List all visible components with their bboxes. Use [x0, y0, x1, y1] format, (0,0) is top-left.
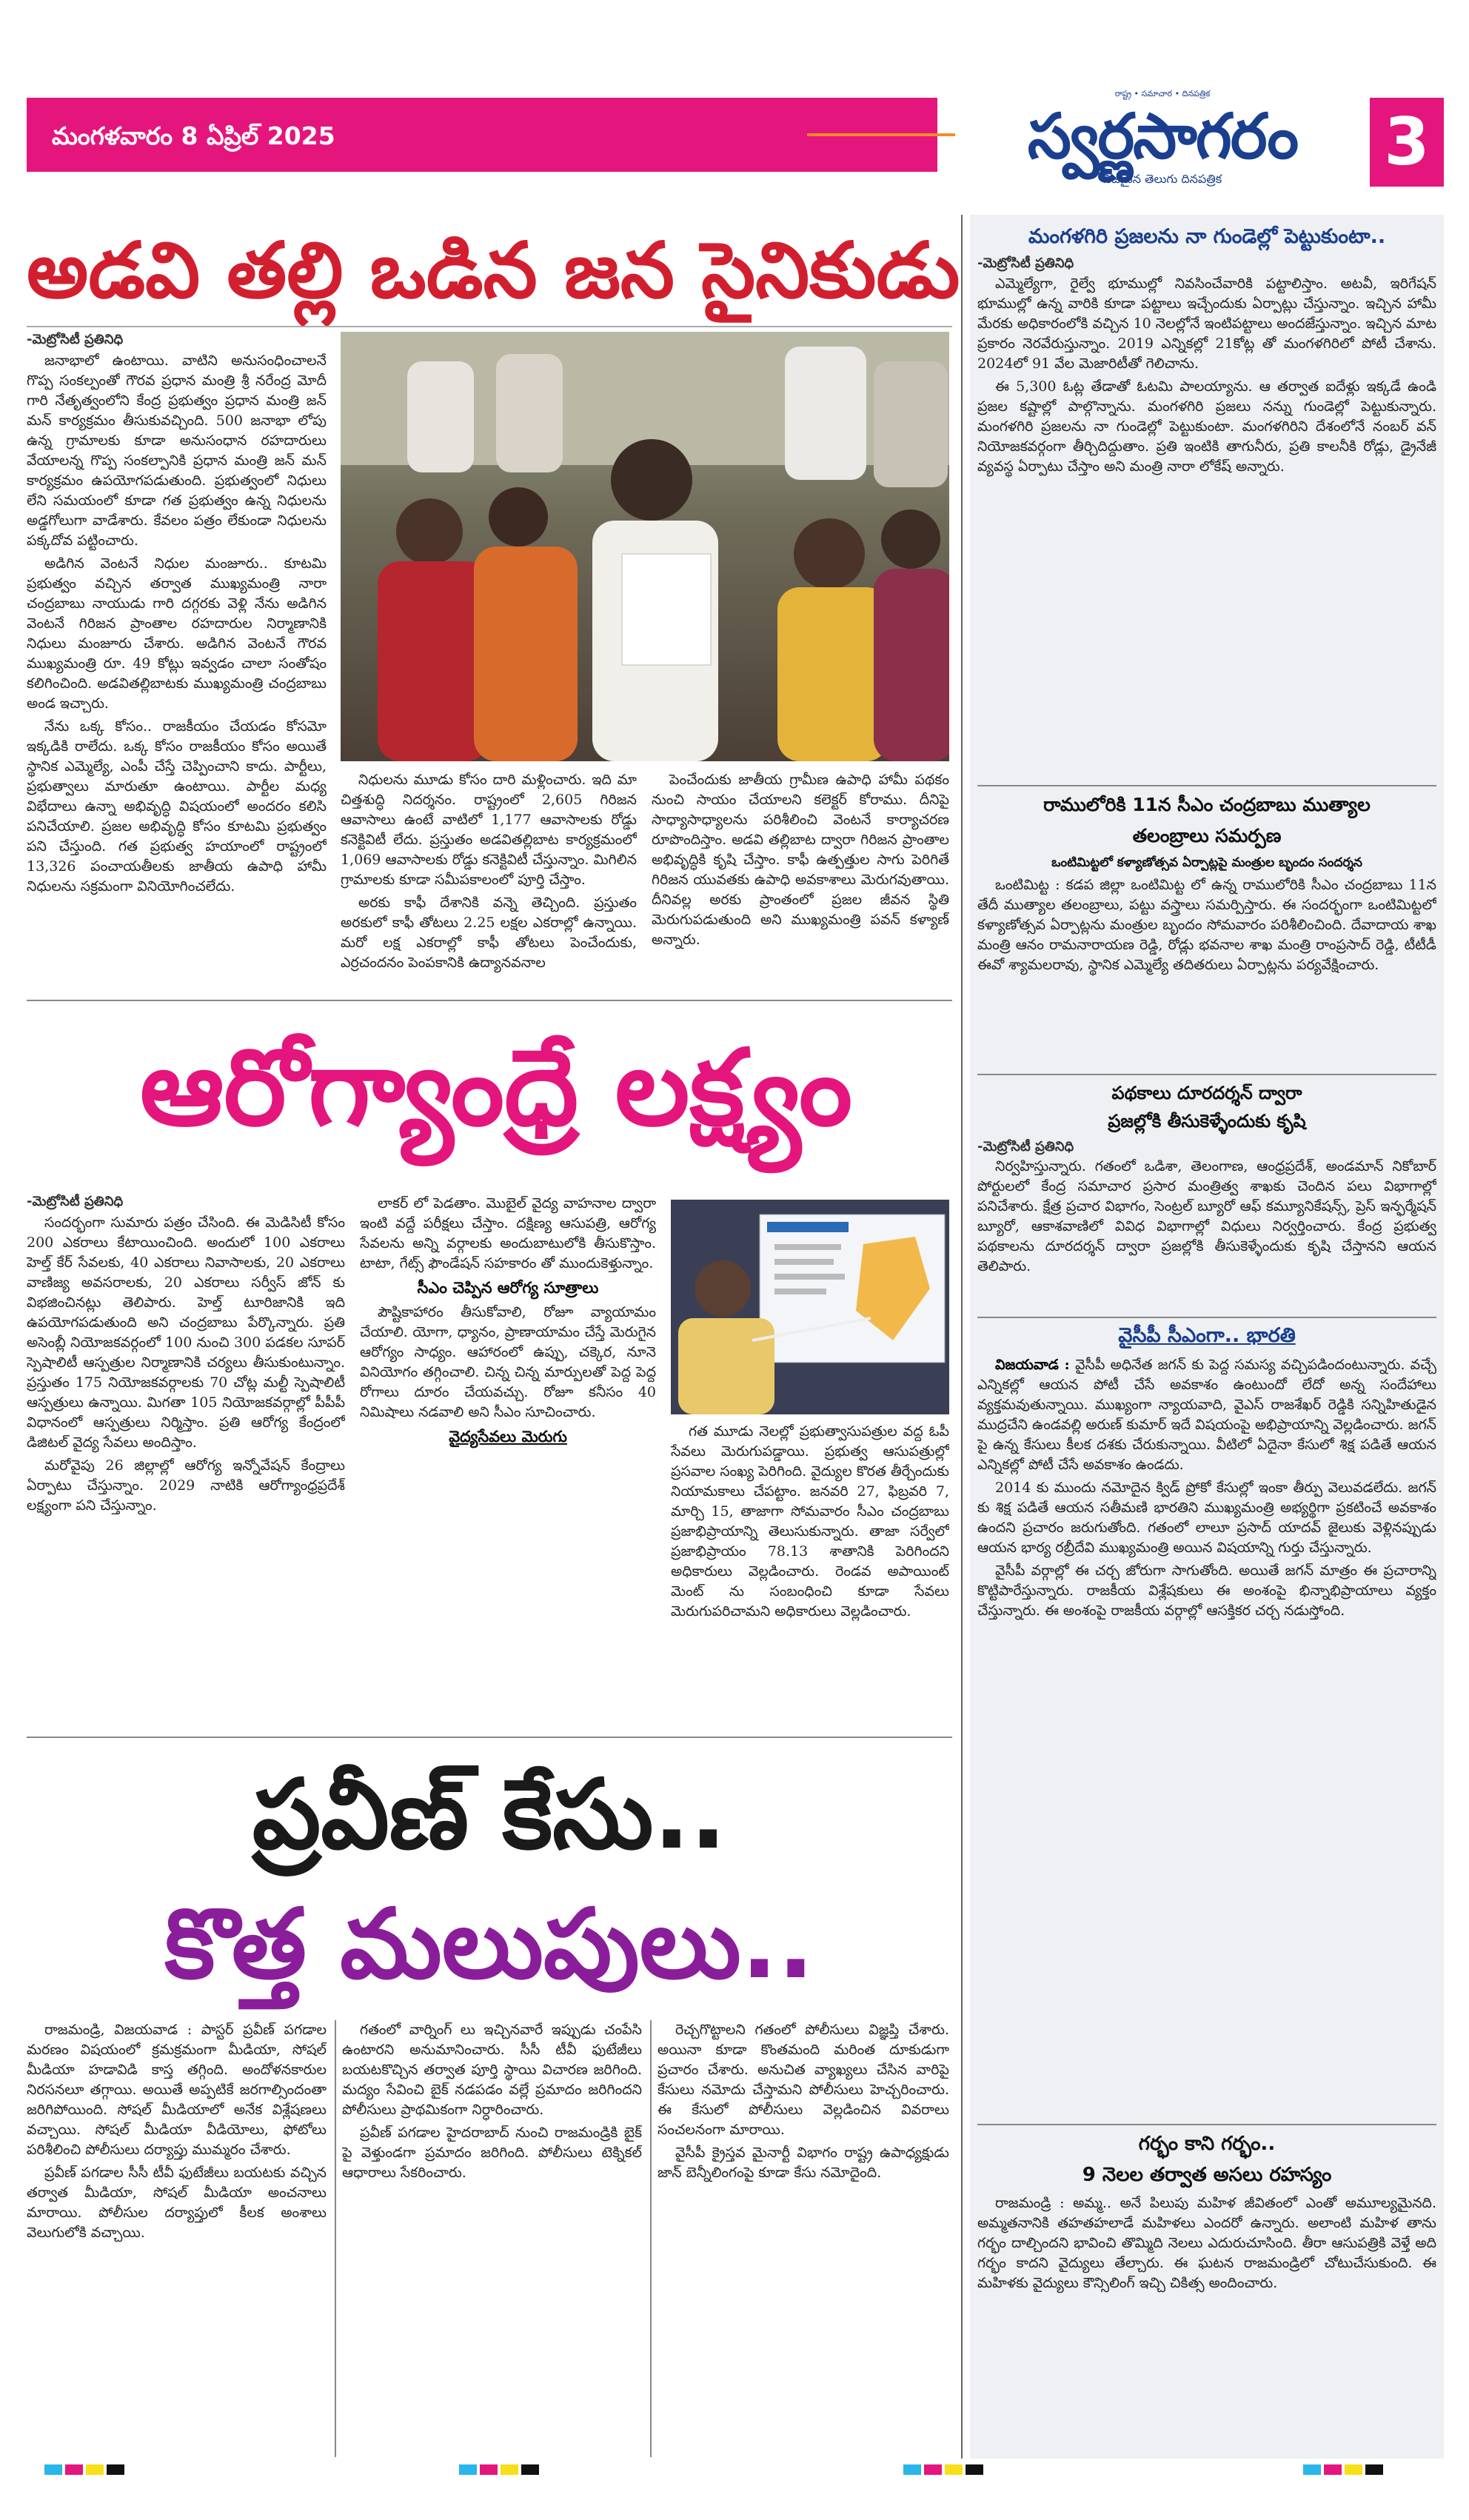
reg-far-yellow: [1345, 2464, 1362, 2475]
forest-top-rule: [27, 326, 952, 327]
reg-mid-yellow: [501, 2464, 518, 2475]
forest-col1-p3: నేను ఒక్క కోసం.. రాజకీయం చేయడం కోసమో ఇక్కడికి రాలేదు. ఒక్క కోసం రాజకీయం కోసం అయితే స్థానిక ఎమ్మెల్యే, ఎంపీ చేస్తే చెప్పించాని కాదు. పార్టీలు, ప్రభుత్వాలు మారుతూ ఉంటాయి. పార్టీల మధ్య విభేదాలు ఉన్నా అభివృద్ధి విషయంలో అందరం కలిసి పనిచేయాలి. ప్రజల అభివృద్ధి కోసం కూటమి ప్రభుత్వం పని చేస్తుంది. గత ప్రభుత్వ హయాంలో రాష్ట్రంలో 13,326 పంచాయతీలకు జాతీయ ఉపాధి హామీ నిధులను సక్రమంగా వినియోగించలేదు.: [27, 718, 327, 895]
mangalagiri-body: [977, 274, 1436, 778]
health-col2-p1: లాకర్ లో పెడతాం. మొబైల్ వైద్య వాహనాల ద్వారా ఇంటి వద్దే పరీక్షలు చేస్తాం. దక్షిణ్య ఆసుపత్రి, ఆరోగ్య సేవలను అన్ని వర్గాలకు అందుబాటులోకి తీసుకొస్తాం. టాటా, గేట్స్ ఫౌండేషన్ సహకారం తో ముందుకెళ్తున్నాం.: [360, 1195, 656, 1271]
praveen-col3-p1: రెచ్చగొట్టాలని గతంలో పోలీసులు విజ్ఞప్తి చేశారు. అయినా కూడా కొంతమంది మరింత దూకుడుగా ప్రచారం చేశారు. అనుచిత వ్యాఖ్యలు చేసిన వారిపై కేసులు నమోదు చేస్తామని పోలీసులు హెచ్చరించారు. ఈ కేసులో పోలీసులు వెల్లడించిన వివరాలు సంచలనంగా మారాయి.: [657, 2022, 949, 2138]
praveen-col2: [342, 2020, 642, 2457]
date-text: మంగళవారం 8 ఏప్రిల్ 2025: [52, 121, 335, 150]
health-photo: [671, 1200, 949, 1414]
health-byline: -మెట్రోసిటీ ప్రతినిధి: [27, 1194, 124, 1209]
ycp-headline: వైసీపీ సీఎంగా.. భారతి: [1118, 1324, 1296, 1347]
doordarshan-byline: -మెట్రోసిటీ ప్రతినిధి: [977, 1139, 1074, 1154]
health-col2-subhead2: వైద్యసేవలు మెరుగు: [449, 1428, 567, 1446]
masthead: [963, 89, 1362, 193]
health-col3: [671, 1422, 949, 1731]
forest-col1-p1: జనాభాలో ఉంటాయి. వాటిని అనుసంధించాలనే గొప్ప సంకల్పంతో గౌరవ ప్రధాన మంత్రి శ్రీ నరేంద్ర మోదీ గారి నేతృత్వంలోని కేంద్ర ప్రభుత్వం ప్రధాన మంత్రి జన్ మన్ కార్యక్రమం తీసుకువచ్చింది. 500 జనాభా లోపు ఉన్న గ్రామాలకు కూడా అనుసంధాన రహదారులు వేయాలన్న గొప్ప సంకల్పానికి ప్రధాన మంత్రి జన్ మన్ కార్యక్రమం ఉపయోగపడుతుంది. ప్రభుత్వంలో నిధులు లేని సమయంలో కూడా గత ప్రభుత్వం ఉన్న నిధులను అడ్డగోలుగా వాడేశారు. కేవలం పత్రం లేకుండా నిధులను పక్కదోవ పట్టించారు.: [27, 352, 327, 549]
praveen-headline-line2: కొత్త మలుపులు..: [164, 1888, 814, 2000]
forest-photo: [341, 332, 949, 761]
ycp-body: [977, 1355, 1436, 2118]
health-col2: [360, 1194, 656, 1731]
reg-mid-magenta: [480, 2464, 498, 2475]
reg-far-cyan: [1303, 2464, 1321, 2475]
reg-right-magenta: [924, 2464, 942, 2475]
forest-headline: అడవి తల్లి ఒడిన జన సైనికుడు: [27, 225, 960, 315]
reg-mid-cyan: [459, 2464, 477, 2475]
masthead-topline: రాష్ట్ర • సమాచార • దినపత్రిక: [1114, 89, 1211, 98]
health-photo-art: [671, 1200, 949, 1414]
praveen-divider-1: [335, 2020, 336, 2457]
mangalagiri-byline: -మెట్రోసిటీ ప్రతినిధి: [977, 255, 1074, 271]
reg-magenta: [65, 2464, 83, 2475]
rama-p1: ఒంటిమిట్ట : కడప జిల్లా ఒంటిమిట్ట లో ఉన్న రాములోరికి సీఎం చంద్రబాబు 11న తేదీ ముత్యాల తలంబ్రాలు, పట్టు వస్త్రాలు సమర్పిస్తారు. ఈ సందర్భంగా ఒంటిమిట్టలో కళ్యాణోత్సవ ఏర్పాట్లను మంత్రుల బృందం సోమవారం పరిశీలించింది. దేవాదాయ శాఖ మంత్రి ఆనం రామనారాయణ రెడ్డి, రోడ్లు భవనాల శాఖ మంత్రి రాంప్రసాద్ రెడ్డి, టీటీడీ ఈవో శ్యామలరావు, స్థానిక ఎమ్మెల్యే తదితరులు ఏర్పాట్లను పర్యవేక్షించారు.: [977, 877, 1436, 973]
doordarshan-p1: నిర్వహిస్తున్నారు. గతంలో ఒడిశా, తెలంగాణ, ఆంధ్రప్రదేశ్, అండమాన్ నికోబార్ పోర్టులలో కేంద్ర సమాచార ప్రసార మంత్రిత్వ శాఖకు చెందిన పలు విభాగాల్లో పనిచేశారు. క్షేత్ర ప్రచార విభాగం, సెంట్రల్ బ్యూరో ఆఫ్ కమ్యూనికేషన్స్, ప్రెస్ ఇన్ఫర్మేషన్ బ్యూరో, ఆకాశవాణిలో వివిధ విభాగాల్లో విధులు నిర్వర్తించారు. కేంద్ర ప్రభుత్వ పథకాలను దూరదర్శన్ ద్వారా ప్రజల్లోకి తీసుకెళ్ళేందుకు కృషి చేస్తానని ఆయన తెలిపారు.: [977, 1158, 1436, 1274]
garbham-body: [977, 2193, 1436, 2453]
reg-black: [107, 2464, 124, 2475]
ycp-p1: [977, 1355, 1436, 1475]
doordarshan-body: [977, 1157, 1436, 1312]
rama-subhead: తలంబ్రాలు సమర్పణ: [1132, 825, 1282, 846]
health-col2-p2: పౌష్టికాహారం తీసుకోవాలి, రోజూ వ్యాయామం చేయాలి. యోగా, ధ్యానం, ప్రాణాయామం చేస్తే మెరుగైన ఆరోగ్యం సాధ్యం. ఆహారంలో ఉప్పు, చక్కెర, నూనె వినియోగం తగ్గించాలి. చిన్న చిన్న మార్పులతో పెద్ద పెద్ద రోగాలు దూరం చేయవచ్చు. రోజూ కనీసం 40 నిమిషాలు నడవాలి అని సీఎం సూచించారు.: [360, 1304, 656, 1420]
praveen-col1-p1: రాజమండ్రి, విజయవాడ : పాస్టర్ ప్రవీణ్ పగడాల మరణం విషయంలో క్రమక్రమంగా మీడియా, సోషల్ మీడియా హడావిడి కాస్త తగ్గింది. అందోళనకారుల నిరసనలూ తగ్గాయి. అయితే అప్పటికే జరగాల్సిందంతా జరిగిపోయింది. సోషల్ మీడియాలో అనేక విశ్లేషణలు వచ్చాయి. సోషల్ మీడియా వీడియోలు, ఫోటోలు పరిశీలించి పోలీసులు దర్యాప్తు ముమ్మరం చేశారు.: [27, 2022, 327, 2158]
health-col3-p1: గత మూడు నెలల్లో ప్రభుత్వాసుపత్రుల వద్ద ఓపీ సేవలు మెరుగుపడ్డాయి. ప్రభుత్వ ఆసుపత్రుల్లో ప్రసవాల సంఖ్య పెరిగింది. వైద్యుల కొరత తీర్చేందుకు నియామకాలు చేపట్టాం. జనవరి 27, ఫిబ్రవరి 7, మార్చి 15, తాజాగా సోమవారం సీఎం చంద్రబాబు ప్రజాభిప్రాయాన్ని తెలుసుకున్నారు. తాజా సర్వేలో ప్రజాభిప్రాయం 78.13 శాతానికి పెరిగిందని అధికారులు వెల్లడించారు. రెండవ అపాయింట్ మెంట్ ను సంబంధించి కూడా సేవలు మెరుగుపరిచామని అధికారులు వెల్లడించారు.: [671, 1423, 949, 1620]
page-number: 3: [1384, 104, 1430, 180]
reg-right-cyan: [903, 2464, 921, 2475]
forest-bottom-rule: [27, 1000, 952, 1001]
doordarshan-headline2: ప్రజల్లోకి తీసుకెళ్ళేందుకు కృషి: [1108, 1111, 1306, 1132]
reg-far-black: [1365, 2464, 1383, 2475]
doordarshan-headline: పథకాలు దూరదర్శన్ ద్వారా: [1111, 1083, 1302, 1103]
praveen-col2-p2: ప్రవీణ్ పగడాల హైదరాబాద్ నుంచి రాజమండ్రికి బైక్ పై వెళ్తుండగా ప్రమాదం జరిగింది. పోలీసులు టెక్నికల్ ఆధారాలు సేకరించారు.: [342, 2125, 642, 2181]
ycp-p3: వైసీపీ వర్గాల్లో ఈ చర్చ జోరుగా సాగుతోంది. అయితే జగన్ మాత్రం ఈ ప్రచారాన్ని కొట్టిపారేస్తున్నారు. రాజకీయ విశ్లేషకులు ఈ అంశంపై భిన్నాభిప్రాయాలు వ్యక్తం చేస్తున్నారు. ఈ అంశంపై రాజకీయ వర్గాల్లో ఆసక్తికర చర్చ నడుస్తోంది.: [977, 1563, 1436, 1619]
forest-col1-p2: అడిగిన వెంటనే నిధుల మంజూరు.. కూటమి ప్రభుత్వం వచ్చిన తర్వాత ముఖ్యమంత్రి నారా చంద్రబాబు నాయుడు గారి దగ్గరకు వెళ్లి నేను అడిగిన వెంటనే గిరిజన ప్రాంతాల రహదారుల నిర్మాణానికి నిధులు మంజూరు చేశారు. అడిగిన వెంటనే గౌరవ ముఖ్యమంత్రి రూ. 49 కోట్లు ఇవ్వడం చాలా సంతోషం కలిగించింది. అడవితల్లిబాటకు ముఖ్యమంత్రి చంద్రబాబు అండ ఇచ్చారు.: [27, 555, 327, 712]
praveen-col1-p2: ప్రవీణ్ పగడాల సీసీ టీవీ ఫుటేజీలు బయటకు వచ్చిన తర్వాత మీడియా, సోషల్ మీడియా అంచనాలు మారాయి. పోలీసుల దర్యాప్తులో కీలక అంశాలు వెలుగులోకి వచ్చాయి.: [27, 2165, 327, 2241]
praveen-headline-line1: ప్రవీణ్ కేసు..: [252, 1758, 727, 1871]
mangalagiri-p2: ఈ 5,300 ఓట్ల తేడాతో ఓటమి పాలయ్యాను. ఆ తర్వాత ఐదేళ్లు ఇక్కడే ఉండి ప్రజల కష్టాల్లో పాల్గొన్నాను. మంగళగిరి ప్రజలు నన్ను గుండెల్లో పెట్టుకున్నారు. మంగళగిరి ప్రజలను నా గుండెల్లో పెట్టుకుంటా. మంగళగిరిని దేశంలోనే నంబర్ వన్ నియోజకవర్గంగా తీర్చిదిద్దుతాం. ప్రతి ఇంటికి తాగునీరు, ప్రతి కాలనీకి రోడ్లు, డ్రైనేజీ వ్యవస్థ ఏర్పాటు చేస్తాం అని మంత్రి నారా లోకేష్ అన్నారు.: [977, 378, 1436, 475]
reg-right-black: [966, 2464, 983, 2475]
header-orange-rule: [807, 133, 955, 136]
masthead-title: స్వర్ణసాగరం: [1027, 100, 1298, 173]
forest-col2-p2: అరకు కాఫీ దేశానికి వన్నె తెచ్చింది. ప్రస్తుతం అరకులో కాఫీ తోటలు 2.25 లక్షల ఎకరాల్లో ఉన్నాయి. మరో లక్ష ఎకరాల్లో కాఫీ తోటలు పెంచేందుకు, ఎర్రచందనం పెంపకానికి ఉద్యానవనాల: [341, 895, 637, 971]
registration-marks-far: [1303, 2464, 1451, 2475]
health-col1: [27, 1213, 345, 1731]
health-col1-p2: మరోవైపు 26 జిల్లాల్లో ఆరోగ్య ఇన్నోవేషన్ కేంద్రాలు ఏర్పాటు చేస్తున్నాం. 2029 నాటికి ఆరోగ్యాంధ్రప్రదేశ్ లక్ష్యంగా పని చేస్తున్నాం.: [27, 1457, 345, 1514]
praveen-col2-p1: గతంలో వార్నింగ్ లు ఇచ్చినవారే ఇప్పుడు చంపేసి ఉంటారని అనుమానించారు. సీసీ టీవీ ఫుటేజీలు బయటకొచ్చిన తర్వాత పూర్తి స్థాయి విచారణ జరిగింది. మద్యం సేవించి బైక్ నడపడం వల్లే ప్రమాదం జరిగిందని పోలీసులు ప్రాథమికంగా నిర్ధారించారు.: [342, 2022, 642, 2118]
forest-col3-p1: పెంచేందుకు జాతీయ గ్రామీణ ఉపాధి హామీ పథకం నుంచి సాయం చేయాలని కలెక్టర్ కోరాము. దీనిపై సాధ్యాసాధ్యాలను పరిశీలించి వెంటనే కార్యాచరణ రూపొందిస్తాం. అడవి తల్లిబాట ద్వారా గిరిజన ప్రాంతాల అభివృద్ధికి కృషి చేస్తాం. కాఫీ ఉత్పత్తుల సాగు పెరిగితే గిరిజన యువతకు ఉపాధి అవకాశాలు మెరుగవుతాయి. దీనివల్ల అరకు ప్రాంతంలో ప్రజల జీవన స్థితి మెరుగుపడుతుంది అని ముఖ్యమంత్రి పవన్ కళ్యాణ్ అన్నారు.: [652, 772, 949, 948]
registration-marks-left: [44, 2464, 193, 2475]
health-col1-p1: సందర్భంగా సుమారు పత్రం చేసింది. ఈ మెడిసిటీ కోసం 200 ఎకరాలు కేటాయించింది. అందులో 100 ఎకరాలు హెల్త్ కేర్ సేవలకు, 40 ఎకరాలు నివాసాలకు, 20 ఎకరాలు వాణిజ్య అవసరాలకు, 20 ఎకరాలు సర్వీస్ జోన్ కు విభజించినట్లు తెలిపారు. హెల్త్ టూరిజానికి ఇది ఉపయోగపడుతుంది అని చంద్రబాబు పేర్కొన్నారు. ప్రతి అసెంబ్లీ నియోజకవర్గంలో 100 నుంచి 300 పడకల సూపర్ స్పెషాలిటీ ఆస్పత్రుల నిర్మాణానికి చర్యలు తీసుకుంటున్నాం. ప్రస్తుతం 175 నియోజకవర్గాలకు 70 చోట్ల మల్టీ స్పెషాలిటీ ఆస్పత్రులు ఉన్నాయి. మిగతా 105 నియోజకవర్గాల్లో పీపీపీ విధానంలో ఆస్పత్రులు నిర్మిస్తాం. ప్రతి ఆరోగ్య కేంద్రంలో డిజిటల్ వైద్య సేవలు అందిస్తాం.: [27, 1214, 345, 1451]
registration-marks-mid: [459, 2464, 607, 2475]
rama-body: [977, 875, 1436, 1068]
mangalagiri-headline: మంగళగిరి ప్రజలను నా గుండెల్లో పెట్టుకుంటా..: [1028, 225, 1386, 248]
reg-far-magenta: [1324, 2464, 1342, 2475]
forest-photo-art: [341, 332, 949, 761]
reg-cyan: [44, 2464, 62, 2475]
masthead-tagline: నిజమైన తెలుగు దినపత్రిక: [1102, 172, 1222, 186]
health-bottom-rule: [27, 1737, 952, 1738]
health-headline: ఆరోగ్యాంధ్రే లక్ష్యం: [139, 1027, 853, 1149]
sidebar-rule-4: [977, 2124, 1436, 2125]
ycp-p2: 2014 కు ముందు నమోదైన క్విడ్ ప్రోకో కేసుల్లో ఇంకా తీర్పు వెలువడలేదు. జగన్ కు శిక్ష పడితే ఆయన సతీమణి భారతిని ముఖ్యమంత్రి అభ్యర్థిగా ప్రకటించే అవకాశం ఉందని ప్రచారం జరుగుతోంది. గతంలో లాలూ ప్రసాద్ యాదవ్ జైలుకు వెళ్లినప్పుడు ఆయన భార్య రబ్రీదేవి ముఖ్యమంత్రి అయిన విషయాన్ని గుర్తు చేస్తున్నారు.: [977, 1480, 1436, 1556]
mangalagiri-p1: ఎమ్మెల్యేగా, రైల్వే భూముల్లో నివసించేవారికి పట్టాలిస్తాం. అటవీ, ఇరిగేషన్ భూముల్లో ఉన్న వారికి కూడా పట్టాలు ఇచ్చేందుకు ఏర్పాట్లు చేస్తున్నాం. ఇచ్చిన హామీ మేరకు అధికారంలోకి వచ్చిన 10 నెలల్లోనే ఇంటిపట్టాలు అందజేస్తున్నాం. ఇచ్చిన మాట ప్రకారం నెరవేరుస్తున్నాం. 2019 ఎన్నికల్లో 21కోట్ల తో మంగళగిరిలో పోటీ చేశాను. 2024లో 91 వేల మెజారిటీతో గెలిచాను.: [977, 275, 1436, 372]
sidebar-rule-3: [977, 1317, 1436, 1318]
reg-yellow: [86, 2464, 104, 2475]
forest-byline: -మెట్రోసిటీ ప్రతినిధి: [27, 332, 124, 347]
sidebar-rule-1: [977, 785, 1436, 786]
forest-col3: [652, 770, 949, 992]
rama-headline: రాములోరికి 11న సీఎం చంద్రబాబు ముత్యాల: [1043, 794, 1371, 815]
page-number-box: [1370, 98, 1444, 187]
registration-marks-right: [903, 2464, 1051, 2475]
garbham-p1: రాజమండ్రి : అమ్మ.. అనే పిలుపు మహిళ జీవితంలో ఎంతో అమూల్యమైనది. అమ్మతనానికి తహతహలాడే మహిళలు ఎందరో ఉన్నారు. అలాంటి మహిళ తాను గర్భం దాల్చిందని భావించి తొమ్మిది నెలలు ఎదురుచూసింది. తీరా ఆసుపత్రికి వెళ్తే అది గర్భం కాదని వైద్యులు తేల్చారు. ఈ ఘటన రాజమండ్రిలో చోటుచేసుకుంది. ఈ మహిళకు వైద్యులు కౌన్సిలింగ్ ఇచ్చి చికిత్స అందించారు.: [977, 2195, 1436, 2291]
sidebar-rule-2: [977, 1074, 1436, 1075]
rama-subsub: ఒంటిమిట్టలో కళ్యాణోత్సవ ఏర్పాట్లపై మంత్రుల బృందం సందర్శన: [1051, 855, 1362, 870]
sidebar-divider: [961, 215, 963, 2459]
praveen-col3: [657, 2020, 949, 2457]
ycp-dateline: విజయవాడ :: [995, 1357, 1070, 1373]
garbham-headline2: 9 నెలల తర్వాత అసలు రహస్యం: [1082, 2164, 1332, 2186]
reg-mid-black: [521, 2464, 539, 2475]
praveen-col1: [27, 2020, 327, 2457]
forest-col1: [27, 351, 327, 995]
forest-col2: [341, 770, 637, 992]
garbham-headline: గర్భం కాని గర్భం..: [1138, 2133, 1276, 2155]
reg-right-yellow: [945, 2464, 963, 2475]
health-col2-subhead: సీఎం చెప్పిన ఆరోగ్య సూత్రాలు: [417, 1279, 599, 1297]
forest-col2-p1: నిధులను మూడు కోసం దారి మళ్లించారు. ఇది మా చిత్తశుద్ధి నిదర్శనం. రాష్ట్రంలో 2,605 గిరిజన ఆవాసాలు ఉంటే వాటిలో 1,177 ఆవాసాలకు రోడ్డు కనెక్టివిటీ లేదు. ప్రస్తుతం అడవితల్లిబాట కార్యక్రమంలో 1,069 ఆవాసాలకు రోడ్డు కనెక్టివిటీ చేస్తున్నాం. మిగిలిన గ్రామాలకు కూడా సమీపకాలంలో పూర్తి చేస్తాం.: [341, 772, 637, 888]
praveen-col3-p2: వైసీపీ క్రైస్తవ మైనార్టీ విభాగం రాష్ట్ర ఉపాధ్యక్షుడు జాన్ బెన్నీలింగంపై కూడా కేసు నమోదైంది.: [657, 2145, 949, 2181]
praveen-divider-2: [650, 2020, 652, 2457]
ycp-p1-text: వైసీపీ అధినేత జగన్ కు పెద్ద సమస్య వచ్చిపడిందంటున్నారు. వచ్చే ఎన్నికల్లో ఆయన పోటీ చేసే అవకాశం ఉంటుందో లేదో అన్న సందేహాలు వ్యక్తమవుతున్నాయి. ముఖ్యంగా న్యాయవాది, వైఎస్ రాజశేఖర్ రెడ్డికి సన్నిహితుడైన ముద్రచేని ఉండవల్లి అరుణ్ కుమార్ ఇదే విషయంపై అభిప్రాయాన్ని వెల్లడించారు. జగన్ పై ఉన్న కేసులు కీలక దశకు చేరుకున్నాయి. వీటిలో ఏదైనా కేసులో శిక్ష పడితే ఆయన ఎన్నికల్లో పోటీ చేసే అవకాశం ఉండదు.: [977, 1357, 1436, 1473]
